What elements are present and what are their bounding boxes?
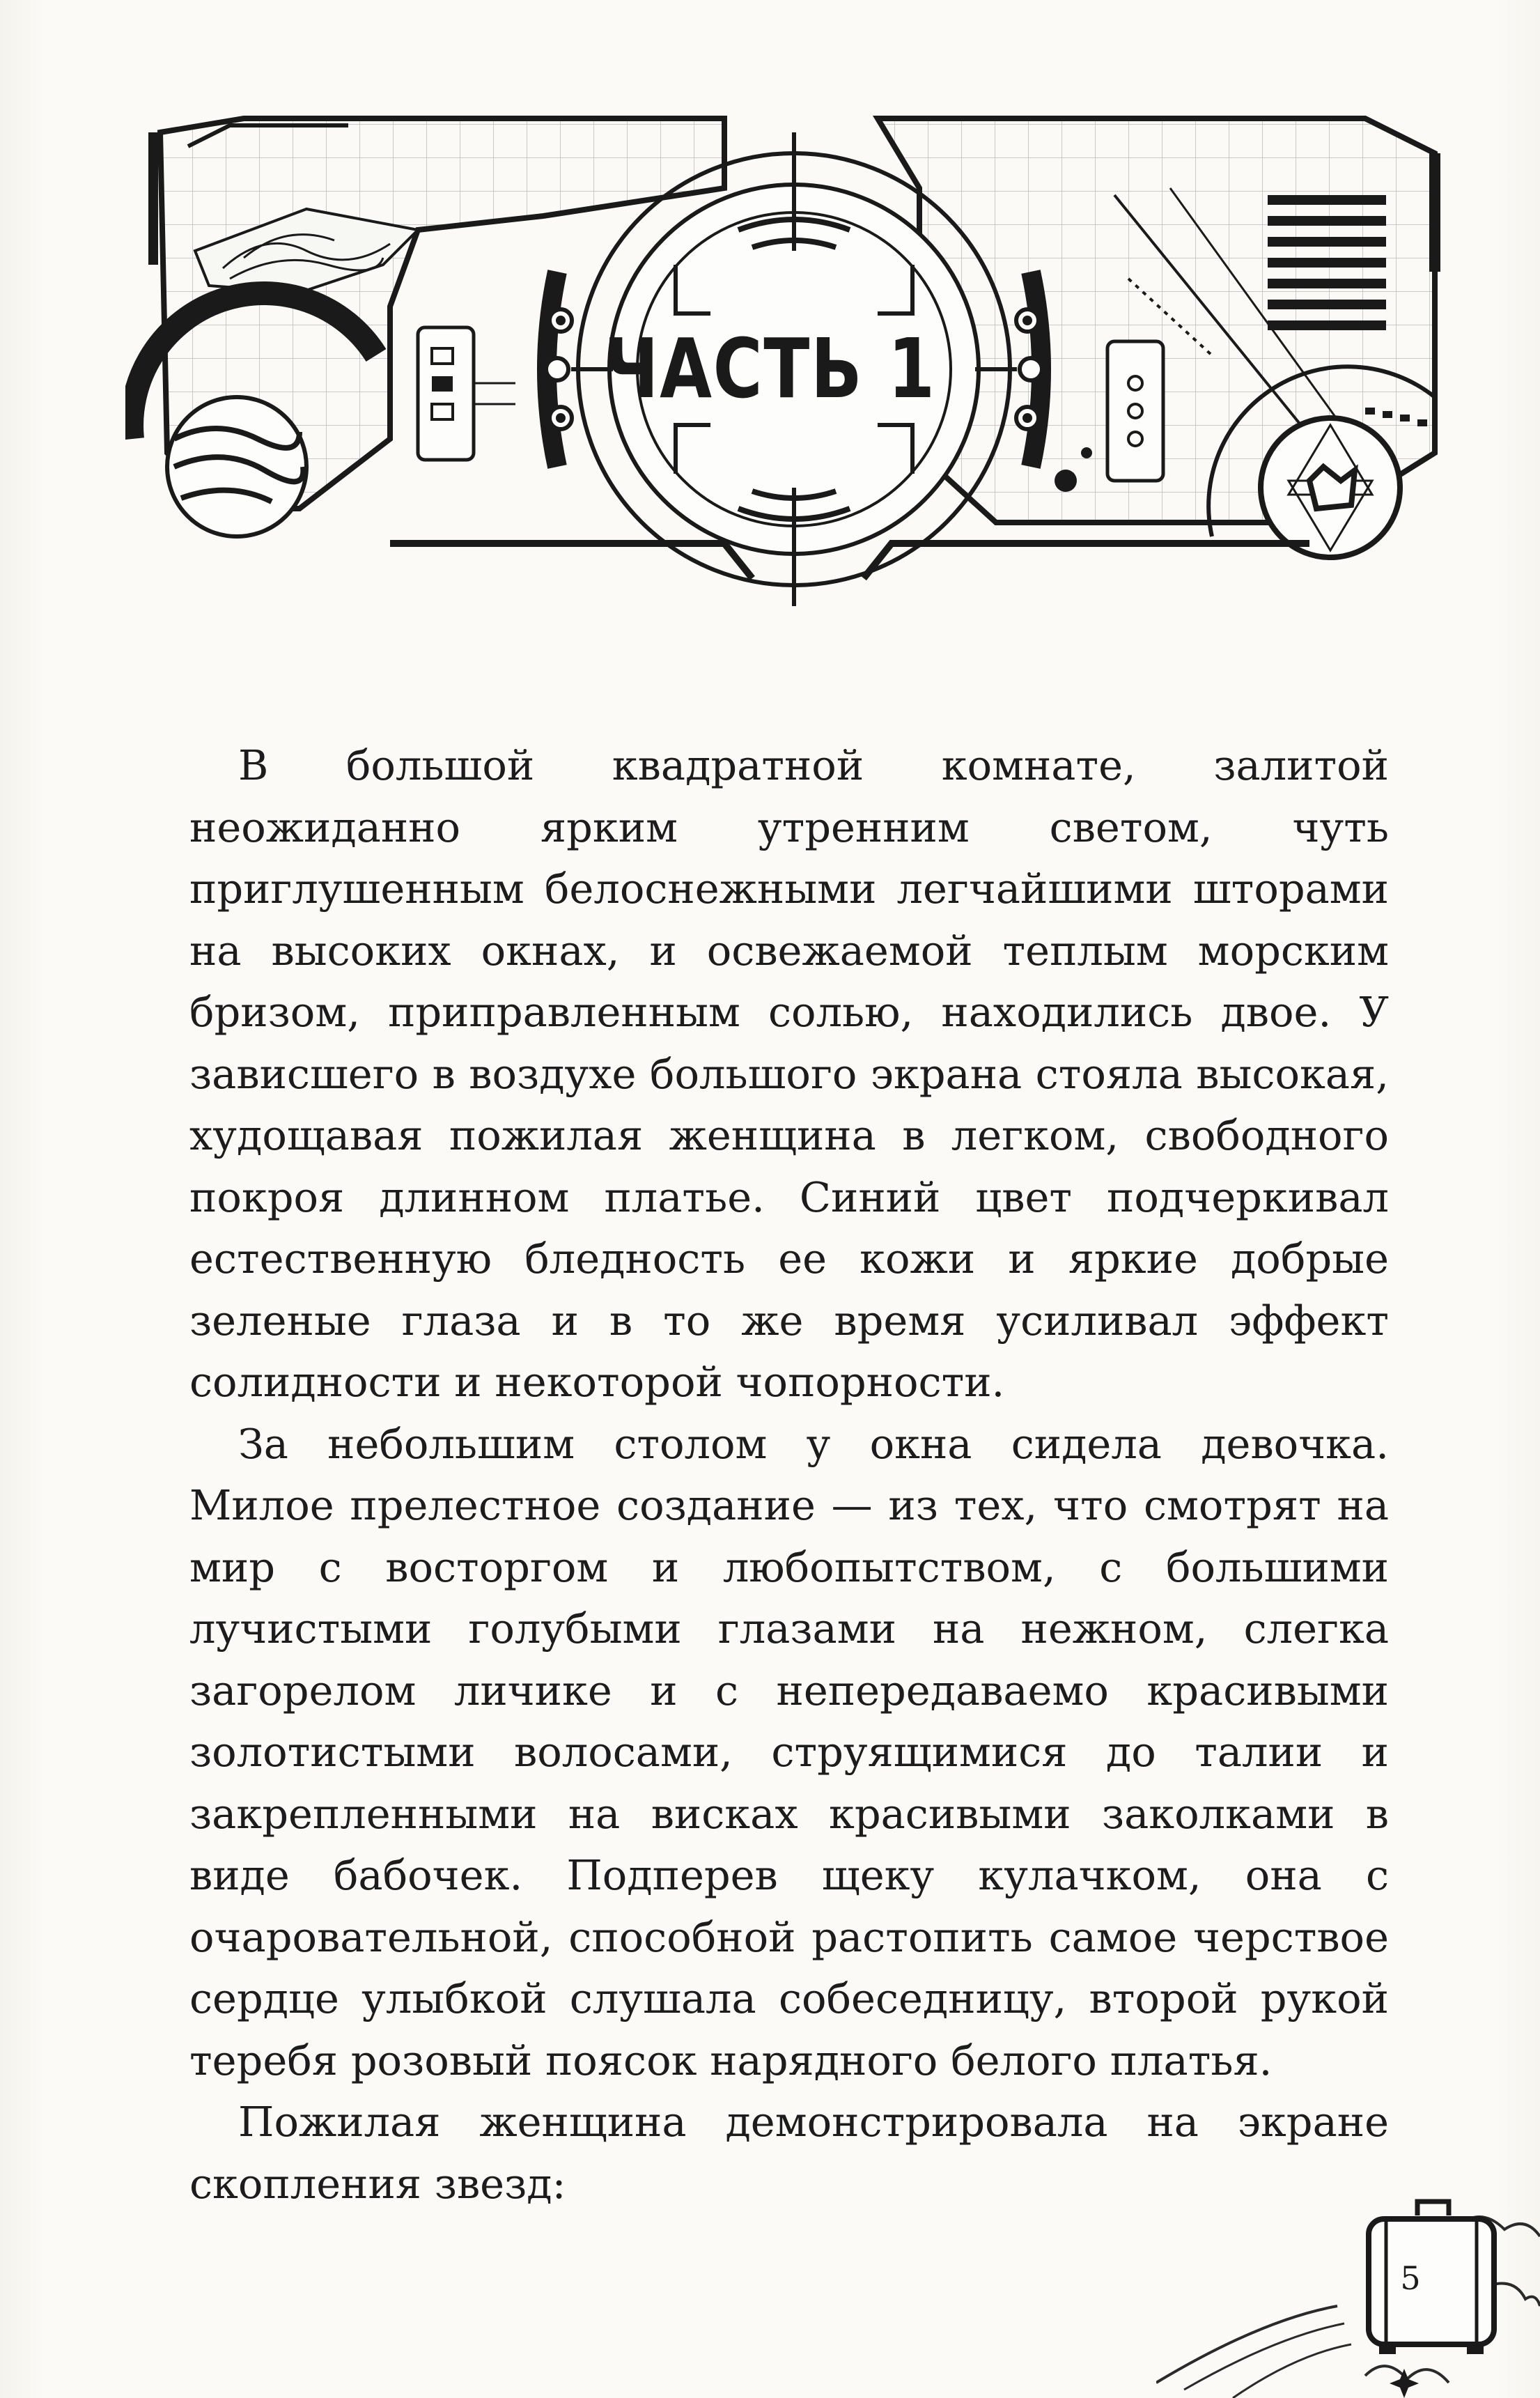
paragraph: За небольшим столом у окна сидела девочка. Милое прелестное создание — из тех, что смотрят на мир с восторгом и любопытством, с большими лучистыми голубыми глазами на нежном, слегка загорелом личике и с непередаваемо красивыми золотистыми волосами, струящимися до талии и закрепленными на висках красивыми заколками в виде бабочек. Подперев щеку кулачком, она с очаровательной, способной растопить самое черствое сердце улыбкой слушала собеседницу, второй рукой теребя розовый поясок нарядного белого платья. [189, 1419, 1389, 2084]
body-text [189, 735, 1389, 2215]
suitcase-page-icon [1156, 2181, 1540, 2398]
paragraph: Пожилая женщина демонстрировала на экране скопления звезд: [189, 2098, 1389, 2208]
paragraph: В большой квадратной комнате, залитой неожиданно ярким утренним светом, чуть приглушенным белоснежными легчайшими шторами на высоких окнах, и освежаемой теплым морским бризом, приправленным солью, находились двое. У зависшего в воздухе большого экрана стояла высокая, худощавая пожилая женщина в легком, свободного покроя длинном платье. Синий цвет подчеркивал естественную бледность ее кожи и яркие добрые зеленые глаза и в то же время усиливал эффект солидности и некоторой чопорности. [189, 741, 1389, 1406]
chapter-title: ЧАСТЬ 1 [604, 320, 936, 417]
page-number: 5 [1400, 2259, 1421, 2297]
